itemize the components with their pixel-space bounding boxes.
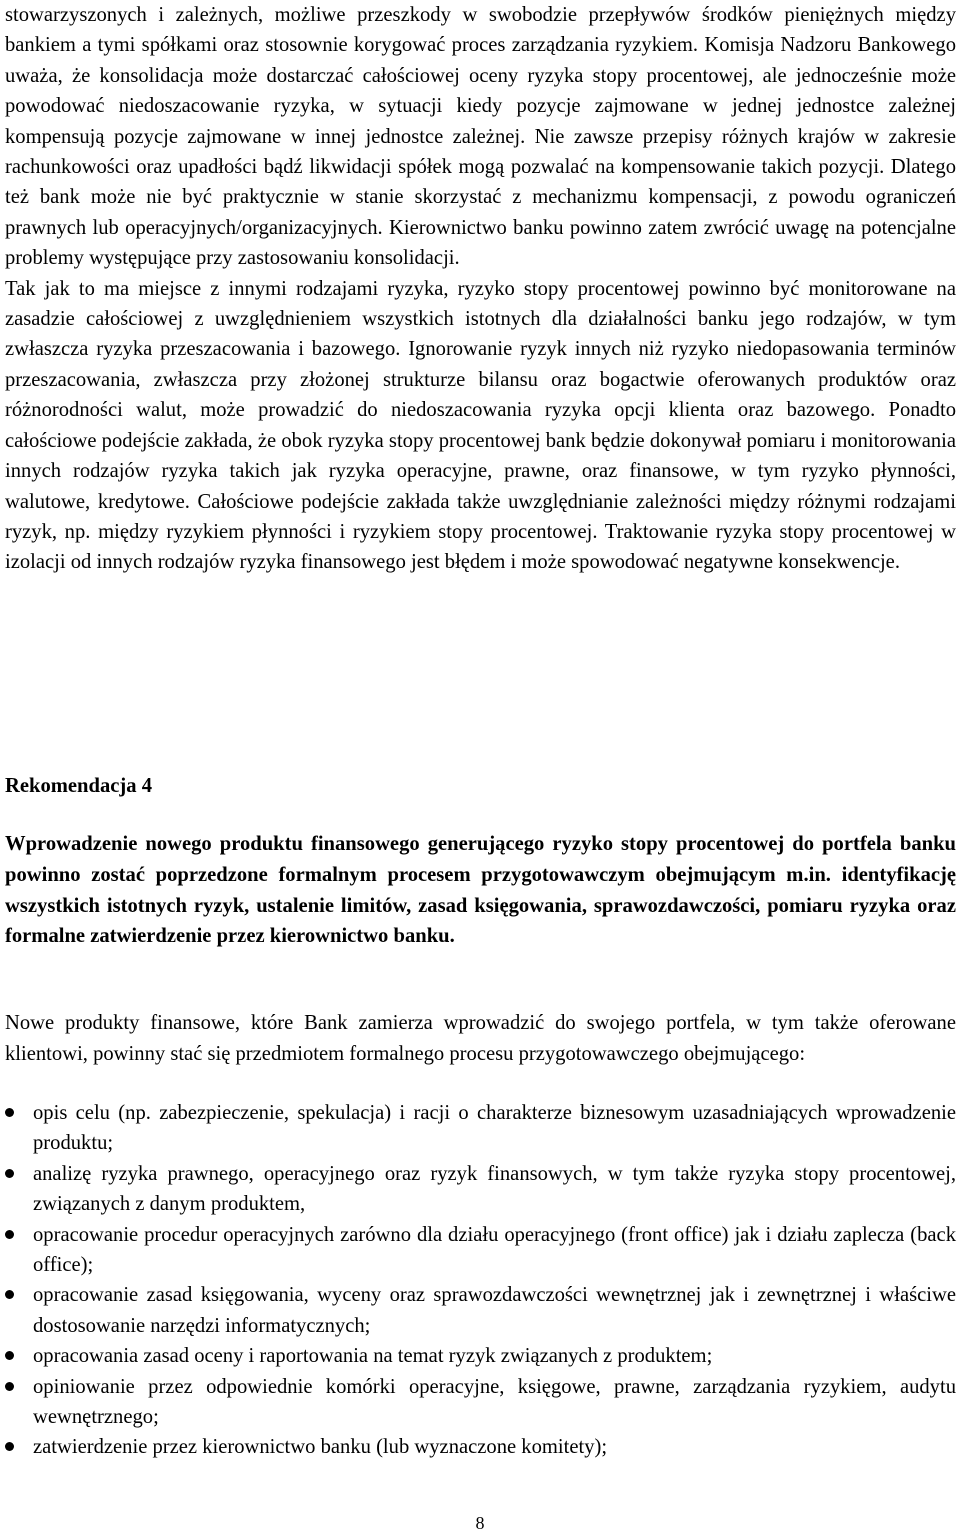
bullet-dot-icon bbox=[5, 1169, 14, 1178]
body-paragraph: Tak jak to ma miejsce z innymi rodzajami ryzyka, ryzyko stopy procentowej powinno być monitorowane na zasadzie całościowej z uwzględnieniem wszystkich istotnych dla działalności banku jego rodzajów, w tym zwłaszcza ryzyka przeszacowania i bazowego. Ignorowanie ryzyk innych niż ryzyko niedopasowania terminów przeszacowania, zwłaszcza przy złożonej strukturze bilansu oraz bogactwie oferowanych produktów oraz różnorodności walut, może prowadzić do niedoszacowania ryzyka opcji klienta oraz bazowego. Ponadto całościowe podejście zakłada, że obok ryzyka stopy procentowej bank będzie dokonywał pomiaru i monitorowania innych rodzajów ryzyka takich jak ryzyka operacyjne, prawne, oraz finansowe, w tym ryzyko płynności, walutowe, kredytowe. Całościowe podejście zakłada także uwzględnianie zależności między różnymi rodzajami ryzyk, np. między ryzykiem płynności i ryzykiem stopy procentowej. Traktowanie ryzyka stopy procentowej w izolacji od innych rodzajów ryzyka finansowego jest błędem i może spowodować negatywne konsekwencje. bbox=[5, 277, 956, 574]
list-item bbox=[5, 1280, 956, 1341]
list-item-text: analizę ryzyka prawnego, operacyjnego oraz ryzyk finansowych, w tym także ryzyka stopy procentowej, związanych z danym produktem, bbox=[33, 1162, 956, 1216]
list-item bbox=[5, 1341, 956, 1371]
list-item-text: opracowanie procedur operacyjnych zarówno dla działu operacyjnego (front office) jak i działu zaplecza (back office); bbox=[33, 1223, 956, 1277]
list-item bbox=[5, 1098, 956, 1159]
bullet-dot-icon bbox=[5, 1290, 14, 1299]
document-page bbox=[5, 0, 956, 578]
page-number: 8 bbox=[475, 1513, 485, 1533]
list-item-text: opracowanie zasad księgowania, wyceny oraz sprawozdawczości wewnętrznej jak i zewnętrznej i właściwe dostosowanie narzędzi informatycznych; bbox=[33, 1284, 956, 1337]
list-item-text: opracowania zasad oceny i raportowania na temat ryzyk związanych z produktem; bbox=[33, 1345, 713, 1368]
intro-paragraph: Nowe produkty finansowe, które Bank zamierza wprowadzić do swojego portfela, w tym także oferowane klientowi, powinny stać się przedmiotem formalnego procesu przygotowawczego obejmującego: bbox=[5, 1012, 956, 1065]
bullet-dot-icon bbox=[5, 1230, 14, 1239]
bullet-dot-icon bbox=[5, 1442, 14, 1451]
list-item bbox=[5, 1220, 956, 1281]
bullet-dot-icon bbox=[5, 1382, 14, 1391]
bullet-dot-icon bbox=[5, 1108, 14, 1117]
list-item bbox=[5, 1372, 956, 1433]
list-item-text: opiniowanie przez odpowiednie komórki operacyjne, księgowe, prawne, zarządzania ryzykiem, audytu wewnętrznego; bbox=[33, 1375, 956, 1429]
list-item bbox=[5, 1432, 956, 1462]
body-paragraph: stowarzyszonych i zależnych, możliwe przeszkody w swobodzie przepływów środków pieniężnych między bankiem a tymi spółkami oraz stosownie korygować proces zarządzania ryzykiem. Komisja Nadzoru Bankowego uważa, że konsolidacja może dostarczać całościowej oceny ryzyka stopy procentowej, ale jednocześnie może powodować niedoszacowanie ryzyka, w sytuacji kiedy pozycje zajmowane w jednej jednostce zależnej kompensują pozycje zajmowane w innej jednostce zależnej. Nie zawsze przepisy różnych krajów w zakresie rachunkowości oraz upadłości bądź likwidacji spółek mogą pozwalać na kompensowanie takich pozycji. Dlatego też bank może nie być praktycznie w stanie skorzystać z mechanizmu kompensacji, z powodu ograniczeń prawnych lub operacyjnych/organizacyjnych. Kierownictwo banku powinno zatem zwrócić uwagę na potencjalne problemy występujące przy zastosowaniu konsolidacji. bbox=[5, 4, 956, 270]
list-item-text: zatwierdzenie przez kierownictwo banku (lub wyznaczone komitety); bbox=[33, 1436, 608, 1459]
recommendation-text: Wprowadzenie nowego produktu finansowego generującego ryzyko stopy procentowej do portfela banku powinno zostać poprzedzone formalnym procesem przygotowawczym obejmującym m.in. identyfikację wszystkich istotnych ryzyk, ustalenie limitów, zasad księgowania, sprawozdawczości, pomiaru ryzyka oraz formalne zatwierdzenie przez kierownictwo banku. bbox=[5, 833, 956, 948]
list-item-text: opis celu (np. zabezpieczenie, spekulacja) i racji o charakterze biznesowym uzasadniających wprowadzenie produktu; bbox=[33, 1102, 956, 1155]
recommendation-heading: Rekomendacja 4 bbox=[5, 775, 153, 797]
bullet-list bbox=[5, 1098, 956, 1463]
list-item bbox=[5, 1159, 956, 1220]
bullet-dot-icon bbox=[5, 1351, 14, 1360]
